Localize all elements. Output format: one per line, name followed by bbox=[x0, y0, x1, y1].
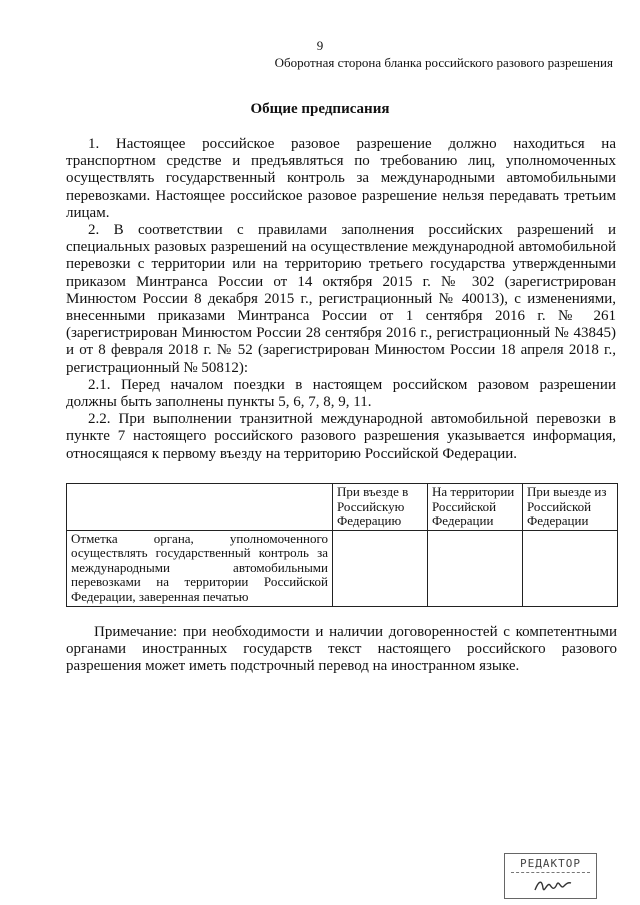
stamp-divider bbox=[511, 872, 590, 873]
page-header-title: Оборотная сторона бланка российского разового разрешения bbox=[274, 55, 613, 70]
table-cell-territory bbox=[428, 530, 523, 607]
note-text: Примечание: при необходимости и наличии договоренностей с компетентными органами иностранных государств текст настоящего российского разового разрешения может иметь подстрочный перевод на иностранном языке. bbox=[66, 624, 617, 675]
paragraph-1: 1. Настоящее российское разовое разрешение должно находиться на транспортном средстве и предъявляться по требованию лиц, уполномоченных осуществлять государственный контроль за международными автомобильными перевозками. Настоящее российское разовое разрешение нельзя передавать третьим лицам. bbox=[66, 136, 616, 221]
table-header-cell bbox=[67, 484, 333, 531]
table-header-cell: На территории Российской Федерации bbox=[428, 484, 523, 531]
table-cell-exit bbox=[523, 530, 618, 607]
signature-icon bbox=[533, 876, 573, 896]
body-text bbox=[66, 136, 616, 463]
table-cell-entry bbox=[333, 530, 428, 607]
paragraph-2: 2. В соответствии с правилами заполнения российских разрешений и специальных разовых разрешений на осуществление международной автомобильной перевозки с территории или на территорию третьего государства утвержденными приказом Минтранса России от 14 октября 2015 г. № 302 (зарегистрирован Минюстом России 8 декабря 2015 г., регистрационный № 40013), с изменениями, внесенными приказами Минтранса России от 1 сентября 2016 г. № 261 (зарегистрирован Минюстом России 28 сентября 2016 г., регистрационный № 43845) и от 8 февраля 2018 г. № 52 (зарегистрирован Минюстом России 18 апреля 2018 г., регистрационный № 50812): bbox=[66, 222, 616, 376]
table-header-row bbox=[67, 484, 618, 531]
table-header-cell: При въезде в Российскую Федерацию bbox=[333, 484, 428, 531]
editor-stamp bbox=[504, 853, 597, 899]
table-row bbox=[67, 530, 618, 607]
page-number: 9 bbox=[316, 38, 324, 53]
paragraph-2-1: 2.1. Перед началом поездки в настоящем российском разовом разрешении должны быть заполнены пункты 5, 6, 7, 8, 9, 11. bbox=[66, 376, 616, 411]
stamp-title: РЕДАКТОР bbox=[520, 857, 581, 870]
table-row-label: Отметка органа, уполномоченного осуществлять государственный контроль за международными автомобильными перевозками на территории Российской Федерации, заверенная печатью bbox=[67, 530, 333, 607]
table-header-cell: При выезде из Российской Федерации bbox=[523, 484, 618, 531]
control-marks-table bbox=[66, 483, 618, 607]
section-heading: Общие предписания bbox=[250, 101, 390, 117]
paragraph-2-2: 2.2. При выполнении транзитной международной автомобильной перевозки в пункте 7 настоящего российского разового разрешения указывается информация, относящаяся к первому въезду на территорию Российской Федерации. bbox=[66, 411, 616, 462]
